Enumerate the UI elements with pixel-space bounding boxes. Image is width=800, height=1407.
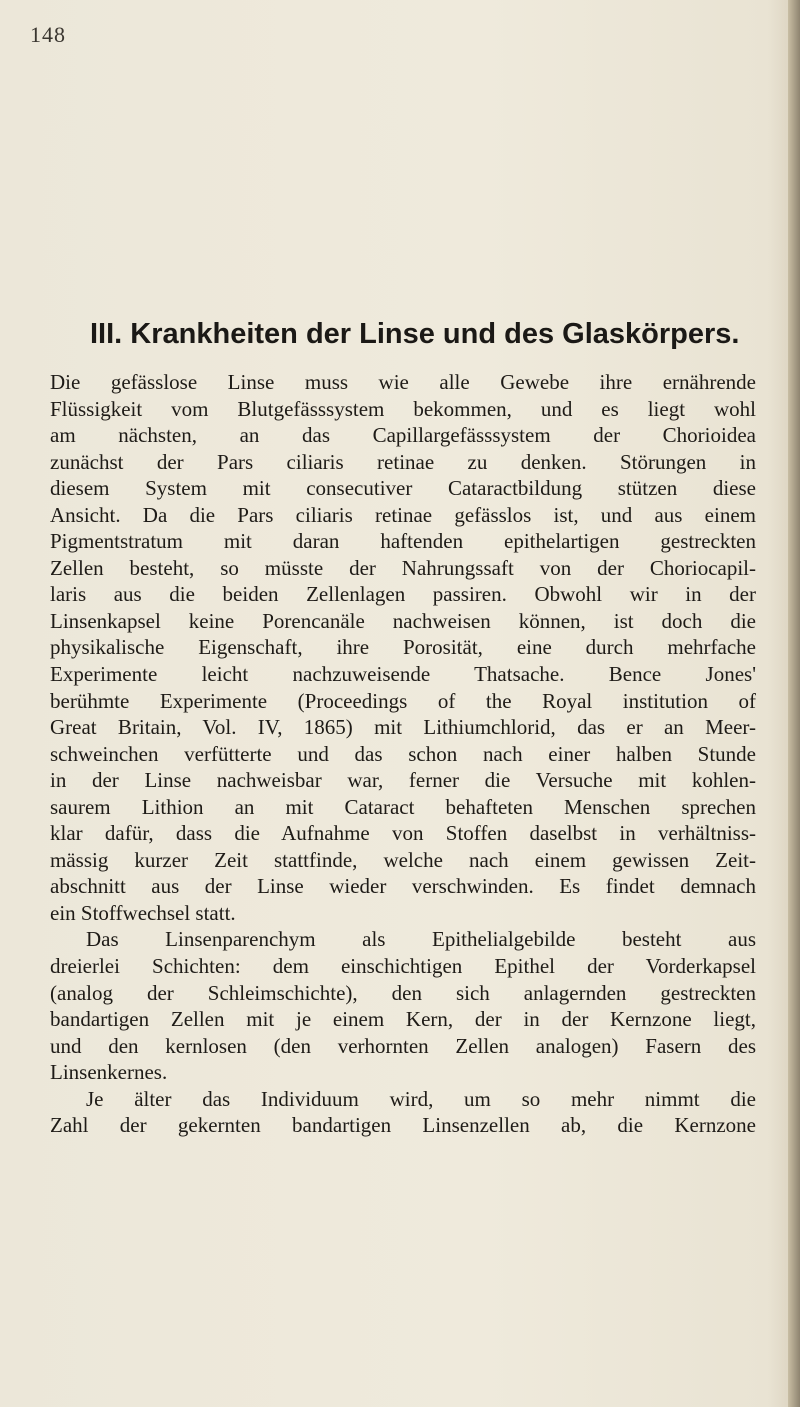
text-line: physikalische Eigenschaft, ihre Porosität, eine durch mehrfache bbox=[50, 635, 756, 660]
text-line: Das Linsenparenchym als Epithelialgebilde besteht aus bbox=[86, 927, 756, 952]
section-heading: III. Krankheiten der Linse und des Glaskörpers. bbox=[90, 318, 740, 350]
text-line: (analog der Schleimschichte), den sich anlagernden gestreckten bbox=[50, 980, 756, 1005]
text-line: Ansicht. Da die Pars ciliaris retinae gefässlos ist, und aus einem bbox=[50, 502, 756, 527]
text-line: Linsenkapsel keine Porencanäle nachweisen können, ist doch die bbox=[50, 608, 756, 633]
text-line: laris aus die beiden Zellenlagen passiren. Obwohl wir in der bbox=[50, 582, 756, 607]
text-line: diesem System mit consecutiver Cataractbildung stützen diese bbox=[50, 476, 756, 501]
text-line: Zellen besteht, so müsste der Nahrungssaft von der Choriocapil- bbox=[50, 555, 756, 580]
text-line: Linsenkernes. bbox=[50, 1060, 168, 1085]
text-line: saurem Lithion an mit Cataract behafteten Menschen sprechen bbox=[50, 794, 756, 819]
text-line: dreierlei Schichten: dem einschichtigen Epithel der Vorderkapsel bbox=[50, 954, 756, 979]
text-line: zunächst der Pars ciliaris retinae zu denken. Störungen in bbox=[50, 449, 756, 474]
text-line: in der Linse nachweisbar war, ferner die Versuche mit kohlen- bbox=[50, 768, 756, 793]
text-line: abschnitt aus der Linse wieder verschwinden. Es findet demnach bbox=[50, 874, 756, 899]
text-line: klar dafür, dass die Aufnahme von Stoffen daselbst in verhältniss- bbox=[50, 821, 756, 846]
text-line: Experimente leicht nachzuweisende Thatsache. Bence Jones' bbox=[50, 662, 756, 687]
body-text bbox=[50, 369, 756, 1139]
text-line: Je älter das Individuum wird, um so mehr nimmt die bbox=[86, 1086, 756, 1111]
text-line: bandartigen Zellen mit je einem Kern, der in der Kernzone liegt, bbox=[50, 1007, 756, 1032]
book-spine-edge bbox=[788, 0, 800, 1407]
text-line: am nächsten, an das Capillargefässsystem der Chorioidea bbox=[50, 423, 756, 448]
text-line: berühmte Experimente (Proceedings of the Royal institution of bbox=[50, 688, 756, 713]
text-line: mässig kurzer Zeit stattfinde, welche nach einem gewissen Zeit- bbox=[50, 847, 756, 872]
text-line: ein Stoffwechsel statt. bbox=[50, 900, 236, 925]
text-line: Zahl der gekernten bandartigen Linsenzellen ab, die Kernzone bbox=[50, 1113, 756, 1138]
text-line: Great Britain, Vol. IV, 1865) mit Lithiumchlorid, das er an Meer- bbox=[50, 715, 756, 740]
text-line: Flüssigkeit vom Blutgefässsystem bekommen, und es liegt wohl bbox=[50, 396, 756, 421]
text-line: Pigmentstratum mit daran haftenden epithelartigen gestreckten bbox=[50, 529, 756, 554]
text-line: und den kernlosen (den verhornten Zellen analogen) Fasern des bbox=[50, 1033, 756, 1058]
text-line: schweinchen verfütterte und das schon nach einer halben Stunde bbox=[50, 741, 756, 766]
page-number: 148 bbox=[30, 22, 66, 47]
text-line: Die gefässlose Linse muss wie alle Gewebe ihre ernährende bbox=[50, 370, 756, 394]
